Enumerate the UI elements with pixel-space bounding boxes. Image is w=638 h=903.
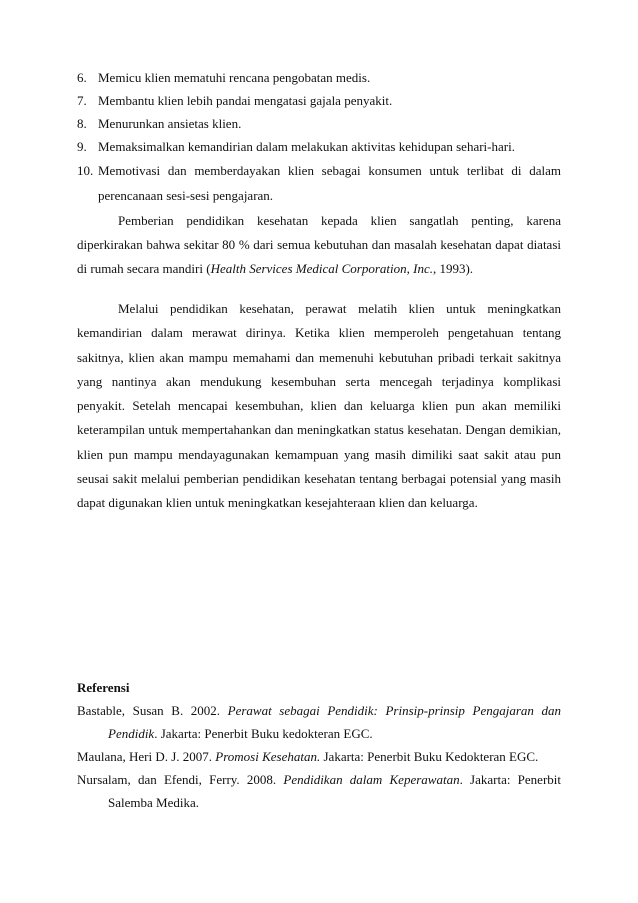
list-item xyxy=(77,158,561,208)
list-item-number: 8. xyxy=(77,116,87,131)
paragraph-health-education-importance xyxy=(77,209,561,281)
reference-item xyxy=(77,745,561,768)
reference-author: Maulana, Heri D. J. 2007. xyxy=(77,749,216,764)
citation-year: , 1993). xyxy=(432,261,474,276)
reference-publisher: . Jakarta: Penerbit Salemba Medika. xyxy=(108,772,562,810)
list-item-text: Memicu klien mematuhi rencana pengobatan medis. xyxy=(98,70,371,85)
list-item-text: Memaksimalkan kemandirian dalam melakukan aktivitas kehidupan sehari-hari. xyxy=(98,139,515,154)
reference-item xyxy=(77,768,561,814)
list-item xyxy=(77,135,561,158)
reference-author: Nursalam, dan Efendi, Ferry. 2008. xyxy=(77,772,284,787)
list-item-number: 6. xyxy=(77,70,87,85)
reference-item xyxy=(77,699,561,745)
list-item xyxy=(77,89,561,112)
list-item-text: Membantu klien lebih pandai mengatasi gajala penyakit. xyxy=(98,93,393,108)
list-item xyxy=(77,112,561,135)
numbered-list xyxy=(77,66,561,208)
reference-publisher: . Jakarta: Penerbit Buku kedokteran EGC. xyxy=(154,726,373,741)
list-item-text: Menurunkan ansietas klien. xyxy=(98,116,242,131)
references-section xyxy=(77,677,561,814)
references-heading: Referensi xyxy=(77,680,130,695)
list-item-number: 7. xyxy=(77,93,87,108)
reference-title: Pendidikan dalam Keperawatan xyxy=(283,772,460,787)
reference-author: Bastable, Susan B. 2002. xyxy=(77,703,228,718)
list-item-number: 9. xyxy=(77,139,87,154)
list-item-number: 10. xyxy=(77,163,94,178)
paragraph-independence: Melalui pendidikan kesehatan, perawat melatih klien untuk meningkatkan kemandirian dalam merawat dirinya. Ketika klien memperoleh pengetahuan tentang sakitnya, klien akan mampu memahami dan memenuhi kebutuhan pribadi terkait sakitnya yang nantinya akan mendukung kesembuhan serta mencegah terjadinya komplikasi penyakit. Setelah mencapai kesembuhan, klien dan keluarga klien pun akan memiliki keterampilan untuk mempertahankan dan meningkatkan status kesehatan. Dengan demikian, klien pun mampu mendayagunakan kemampuan yang masih dimiliki saat sakit atau pun seusai sakit melalui pemberian pendidikan kesehatan tentang berbagai potensial yang masih dapat digunakan klien untuk meningkatkan kesejahteraan klien dan keluarga. xyxy=(77,301,561,511)
paragraph-text: Pemberian pendidikan kesehatan kepada klien sangatlah penting, karena diperkirakan bahwa sekitar 80 % dari semua kebutuhan dan masalah kesehatan dapat diatasi di rumah secara mandiri ( xyxy=(77,213,561,276)
citation-source: Health Services Medical Corporation, Inc. xyxy=(210,261,433,276)
list-item xyxy=(77,66,561,89)
reference-publisher: Jakarta: Penerbit Buku Kedokteran EGC. xyxy=(320,749,539,764)
reference-title: Perawat sebagai Pendidik: Prinsip-prinsip Pengajaran dan Pendidik xyxy=(108,703,561,741)
reference-title: Promosi Kesehatan. xyxy=(215,749,321,764)
list-item-text: Memotivasi dan memberdayakan klien sebagai konsumen untuk terlibat di dalam perencanaan sesi-sesi pengajaran. xyxy=(98,163,561,203)
